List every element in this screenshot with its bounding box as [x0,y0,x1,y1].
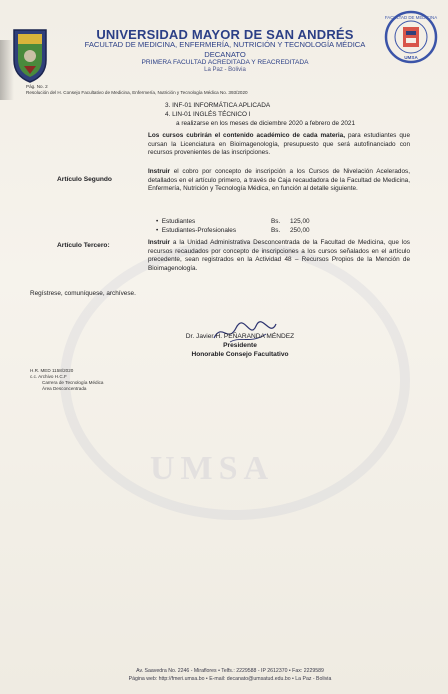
fee-who: Estudiantes [161,218,196,225]
watermark-text: UMSA [150,450,275,487]
course-schedule: a realizarse en los meses de diciembre 2020 a febrero de 2021 [176,120,356,127]
reference-line: Carrera de Tecnología Médica [42,380,104,385]
faculty-seal-icon [384,10,438,64]
articulo-tercero-text [148,239,410,273]
articulo-segundo-text [148,168,410,194]
accreditation-line: PRIMERA FACULTAD ACREDITADA Y REACREDITADA [141,59,309,66]
fee-row: • Estudiantes-Profesionales [156,227,237,234]
seal-bottom-text: UMSA [404,55,418,60]
course-item-3: 3. INF-01 INFORMÁTICA APLICADA [165,102,271,109]
resolution-reference: Resolución del H. Consejo Facultativo de Medicina, Enfermería, Nutrición y Tecnología Médica No. 393/2020 [26,90,248,95]
articulo-segundo-label: Artículo Segundo [57,176,112,183]
footer-contact: Página web: http://fmeri.umsa.bo • E-mail: decanato@umsatud.edu.bo • La Paz - Bolivia [128,676,332,682]
course-item-4: 4. LIN-01 INGLÉS TÉCNICO I [165,111,251,118]
signatory-body: Honorable Consejo Facultativo [191,351,289,358]
seal-top-text: FACULTAD DE MEDICINA [384,15,438,20]
fee-who: Estudiantes-Profesionales [161,227,237,234]
office-name: DECANATO [204,50,246,59]
fee-amount: 125,00 [290,218,310,225]
articulo-tercero-label: Artículo Tercero: [57,242,110,249]
footer-address: Av. Saavedra No. 2246 - Miraflores • Telfs.: 2229588 - IP 2612370 • Fax: 2229589 [136,668,324,674]
fee-amount: 250,00 [290,227,310,234]
courses-paragraph [148,132,410,158]
articulo-tercero-rest: a la Unidad Administrativa Desconcentrada de la Facultad de Medicina, que los recursos recaudados por concepto de inscripciones a los cursos señalados en el artículo precedente, sean registrados en la Actividad 48 – Recursos Propios de la Mención de Bioimagenología. [148,239,410,272]
articulo-tercero-bold: Instruir [148,239,171,246]
closing-line: Regístrese, comuníquese, archívese. [30,290,136,297]
articulo-segundo-rest: el cobro por concepto de inscripción a los Cursos de Nivelación Acelerados, detallados en el artículo primero, a través de Caja recaudadora de la Facultad de Medicina, Enfermería, Nutrición y Tecnología Médica, en función al detalle siguiente. [148,168,410,192]
articulo-segundo-bold: Instruir [148,168,171,175]
city-line: La Paz - Bolivia [204,67,246,73]
fee-currency: Bs. [271,227,281,234]
courses-paragraph-rest: para estudiantes que cursan la Licenciatura en Bioimagenología, presupuesto que será autofinanciado con recursos provenientes de las inscripciones. [148,132,410,156]
page-number: Pág. No. 2 [26,84,48,89]
university-name: UNIVERSIDAD MAYOR DE SAN ANDRÉS [96,27,354,42]
fee-currency: Bs. [271,218,281,225]
reference-line: c.c. Archivo H.C.F [30,374,67,379]
fee-row: • Estudiantes [156,218,196,225]
courses-paragraph-bold: Los cursos cubrirán el contenido académico de cada materia, [148,132,345,139]
signatory-name: Dr. Javier H. PEÑARANDA MÉNDEZ [185,333,295,340]
signatory-title: Presidente [223,342,257,349]
faculty-name: FACULTAD DE MEDICINA, ENFERMERÍA, NUTRICIÓN Y TECNOLOGÍA MÉDICA [84,40,366,49]
reference-line: Área Desconcentrada [42,386,87,391]
reference-line: H.R. MED 1158/2020 [30,368,74,373]
university-crest-icon [10,26,50,84]
